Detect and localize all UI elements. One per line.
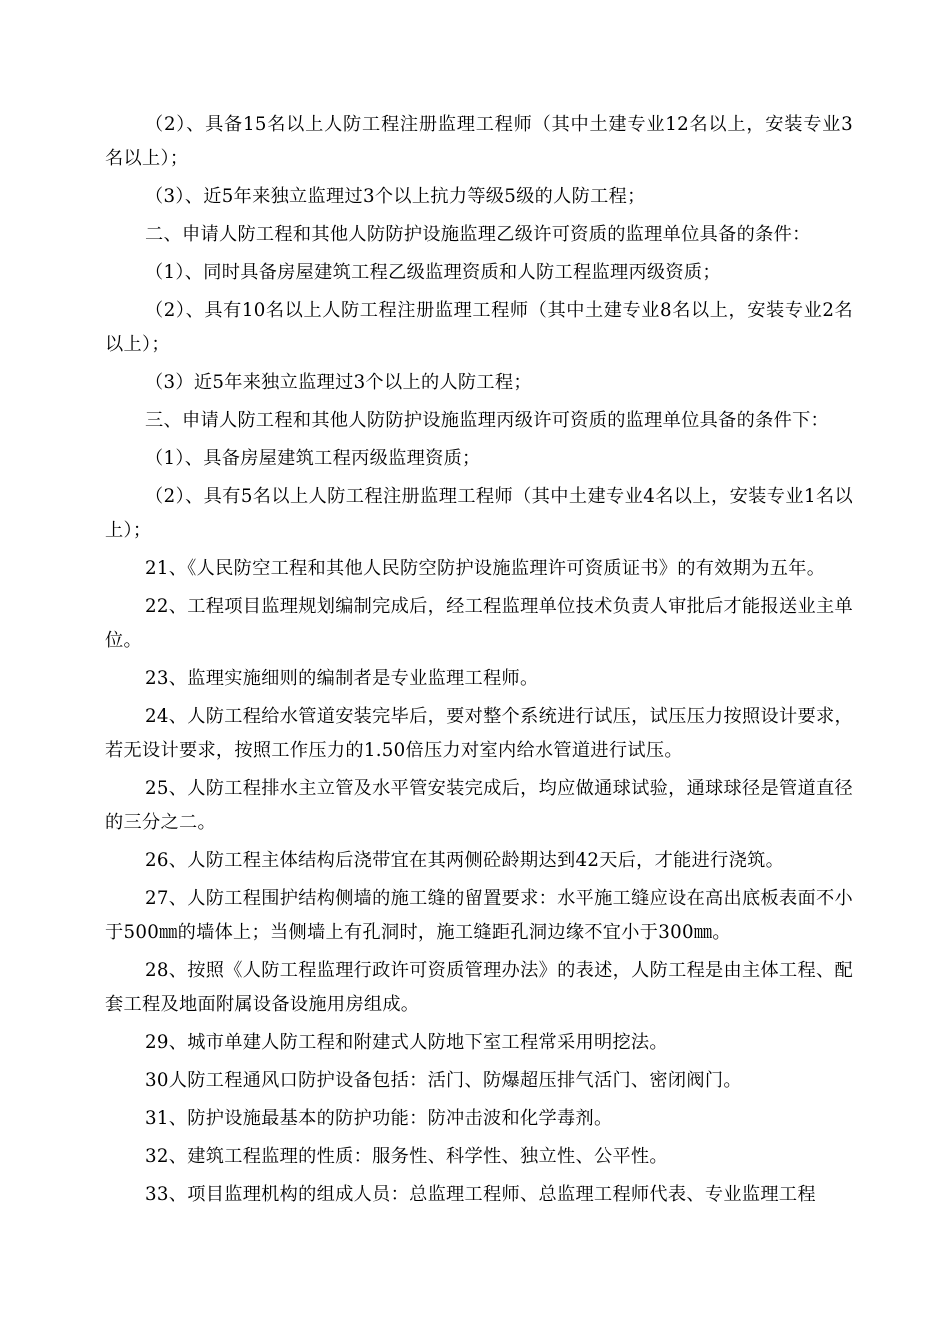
paragraph: 29、城市单建人防工程和附建式人防地下室工程常采用明挖法。 [145,1032,668,1053]
paragraph: 28、按照《人防工程监理行政许可资质管理办法》的表述，人防工程是由主体工程、配套工程及地面附属设备设施用房组成。 [105,960,853,1015]
paragraph: （1）、具备房屋建筑工程丙级监理资质； [145,448,481,469]
paragraph: 25、人防工程排水主立管及水平管安装完成后，均应做通球试验，通球球径是管道直径的三分之二。 [105,778,853,833]
paragraph: 32、建筑工程监理的性质：服务性、科学性、独立性、公平性。 [145,1146,668,1167]
paragraph: 24、人防工程给水管道安装完毕后，要对整个系统进行试压，试压压力按照设计要求，若无设计要求，按照工作压力的1.50倍压力对室内给水管道进行试压。 [105,706,853,761]
paragraph: 30人防工程通风口防护设备包括：活门、防爆超压排气活门、密闭阀门。 [145,1070,742,1091]
paragraph: 26、人防工程主体结构后浇带宜在其两侧砼龄期达到42天后，才能进行浇筑。 [145,850,785,871]
paragraph: （3）、近5年来独立监理过3个以上抗力等级5级的人防工程； [145,186,646,207]
document-body [105,108,853,1216]
paragraph: 21、《人民防空工程和其他人民防空防护设施监理许可资质证书》的有效期为五年。 [145,558,826,579]
paragraph: （3）近5年来独立监理过3个以上的人防工程； [145,372,532,393]
paragraph: 31、防护设施最基本的防护功能：防冲击波和化学毒剂。 [145,1108,613,1129]
paragraph: 27、人防工程围护结构侧墙的施工缝的留置要求：水平施工缝应设在高出底板表面不小于500㎜的墙体上；当侧墙上有孔洞时，施工缝距孔洞边缘不宜小于300㎜。 [105,888,853,943]
paragraph: 三、申请人防工程和其他人防防护设施监理丙级许可资质的监理单位具备的条件下： [145,410,830,431]
paragraph: 22、工程项目监理规划编制完成后，经工程监理单位技术负责人审批后才能报送业主单位。 [105,596,853,651]
paragraph: 33、项目监理机构的组成人员：总监理工程师、总监理工程师代表、专业监理工程 [145,1184,816,1205]
paragraph: 二、申请人防工程和其他人防防护设施监理乙级许可资质的监理单位具备的条件： [145,224,811,245]
paragraph: （2）、具有10名以上人防工程注册监理工程师（其中土建专业8名以上，安装专业2名以上）； [105,300,853,355]
paragraph: （1）、同时具备房屋建筑工程乙级监理资质和人防工程监理丙级资质； [145,262,721,283]
paragraph: （2）、具有5名以上人防工程注册监理工程师（其中土建专业4名以上，安装专业1名以上）； [105,486,853,541]
paragraph: （2）、具备15名以上人防工程注册监理工程师（其中土建专业12名以上，安装专业3名以上）； [105,114,853,169]
paragraph: 23、监理实施细则的编制者是专业监理工程师。 [145,668,539,689]
